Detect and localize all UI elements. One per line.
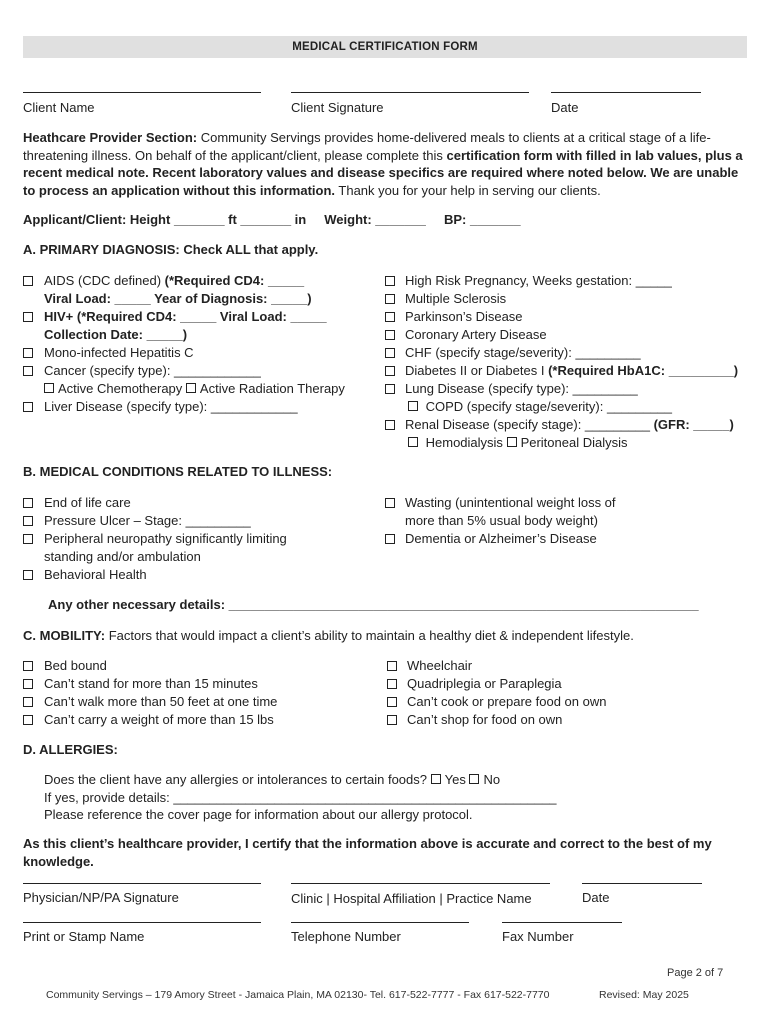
section-c-desc: Factors that would impact a client’s ability to maintain a healthy diet & independent lifestyle. [105, 628, 634, 643]
end-of-life-label: End of life care [44, 495, 131, 510]
pregnancy-label: High Risk Pregnancy, Weeks gestation: _____ [405, 273, 672, 288]
behavioral-health-label: Behavioral Health [44, 567, 147, 582]
renal-required: (GFR: _____) [653, 417, 734, 432]
cant-cook-checkbox[interactable] [387, 697, 397, 707]
ms-label: Multiple Sclerosis [405, 291, 507, 306]
lung-label: Lung Disease (specify type): _________ [405, 381, 638, 396]
client-name-line[interactable] [23, 92, 261, 93]
cancer-label: Cancer (specify type): ____________ [44, 363, 261, 378]
hiv-label: HIV+ (*Required CD4: _____ Viral Load: _____ [44, 309, 327, 324]
wheelchair-checkbox[interactable] [387, 661, 397, 671]
intro-bold: certification form with filled in lab values, plus a recent medical note. Recent laboratory values and disease specifics are required where noted below. We are unable to process an application without this information. [23, 147, 743, 198]
diabetes-text: Diabetes II or Diabetes I [405, 363, 549, 378]
peritoneal-checkbox[interactable] [507, 437, 517, 447]
chemo-label: Active Chemotherapy [58, 381, 183, 396]
renal-checkbox[interactable] [385, 420, 395, 430]
footer-address: Community Servings – 179 Amory Street - Jamaica Plain, MA 02130- Tel. 617-522-7777 - Fax 617-522-7770 [46, 989, 550, 1001]
hemodialysis-checkbox[interactable] [408, 437, 418, 447]
telephone-label: Telephone Number [291, 929, 401, 944]
allergy-no-checkbox[interactable] [469, 774, 479, 784]
section-d-title: D. ALLERGIES: [23, 742, 118, 757]
allergy-details-field[interactable]: If yes, provide details: _____________________________________________________ [44, 790, 557, 805]
clinic-line[interactable] [291, 883, 550, 884]
copd-option [408, 398, 672, 415]
wasting-label: Wasting (unintentional weight loss of [405, 495, 616, 510]
provider-date-line[interactable] [582, 883, 702, 884]
cant-walk-checkbox[interactable] [23, 697, 33, 707]
hiv-label-2: Collection Date: _____) [44, 327, 188, 342]
hepatitis-label: Mono-infected Hepatitis C [44, 345, 194, 360]
allergy-question-text: Does the client have any allergies or intolerances to certain foods? [44, 772, 427, 787]
allergy-question [44, 771, 500, 788]
radiation-checkbox[interactable] [186, 383, 196, 393]
ms-checkbox[interactable] [385, 294, 395, 304]
chemo-checkbox[interactable] [44, 383, 54, 393]
section-a-title: A. PRIMARY DIAGNOSIS: Check ALL that apply. [23, 242, 319, 257]
section-c-title: C. MOBILITY: [23, 628, 106, 643]
dementia-checkbox[interactable] [385, 534, 395, 544]
aids-label-2: Viral Load: _____ Year of Diagnosis: _____) [44, 291, 312, 306]
allergy-reference: Please reference the cover page for information about our allergy protocol. [44, 807, 473, 822]
section-b-title: B. MEDICAL CONDITIONS RELATED TO ILLNESS: [23, 464, 333, 479]
hepatitis-checkbox[interactable] [23, 348, 33, 358]
client-name-label: Client Name [23, 100, 95, 115]
provider-date-label: Date [582, 890, 610, 905]
dementia-label: Dementia or Alzheimer’s Disease [405, 531, 597, 546]
diabetes-required: (*Required HbA1C: _________) [548, 363, 739, 378]
cant-stand-checkbox[interactable] [23, 679, 33, 689]
parkinsons-label: Parkinson’s Disease [405, 309, 523, 324]
cad-checkbox[interactable] [385, 330, 395, 340]
revised-date: Revised: May 2025 [599, 989, 689, 1001]
fax-label: Fax Number [502, 929, 574, 944]
other-details-field[interactable]: Any other necessary details: _________________________________________________________________ [48, 597, 699, 612]
cancer-checkbox[interactable] [23, 366, 33, 376]
print-name-label: Print or Stamp Name [23, 929, 145, 944]
wasting-checkbox[interactable] [385, 498, 395, 508]
pregnancy-checkbox[interactable] [385, 276, 395, 286]
liver-checkbox[interactable] [23, 402, 33, 412]
dialysis-options [408, 434, 628, 451]
copd-checkbox[interactable] [408, 401, 418, 411]
clinic-label: Clinic | Hospital Affiliation | Practice Name [291, 891, 532, 906]
hemodialysis-label: Hemodialysis [425, 435, 503, 450]
aids-checkbox[interactable] [23, 276, 33, 286]
end-of-life-checkbox[interactable] [23, 498, 33, 508]
radiation-label: Active Radiation Therapy [199, 381, 345, 396]
renal-label [405, 416, 734, 433]
certify-statement: As this client’s healthcare provider, I certify that the information above is accurate and correct to the best of my knowledge. [23, 836, 712, 869]
diabetes-label [405, 362, 738, 379]
neuropathy-label: Peripheral neuropathy significantly limiting [44, 531, 287, 546]
allergy-yes-label: Yes [444, 772, 466, 787]
pressure-ulcer-checkbox[interactable] [23, 516, 33, 526]
peritoneal-label: Peritoneal Dialysis [520, 435, 628, 450]
client-signature-line[interactable] [291, 92, 529, 93]
allergy-no-label: No [483, 772, 501, 787]
wasting-label-2: more than 5% usual body weight) [405, 513, 598, 528]
intro-text-2: Thank you for your help in serving our clients. [335, 182, 601, 198]
wheelchair-label: Wheelchair [407, 658, 473, 673]
liver-label: Liver Disease (specify type): ____________ [44, 399, 298, 414]
quadriplegia-label: Quadriplegia or Paraplegia [407, 676, 562, 691]
parkinsons-checkbox[interactable] [385, 312, 395, 322]
client-signature-label: Client Signature [291, 100, 384, 115]
cad-label: Coronary Artery Disease [405, 327, 547, 342]
cant-carry-checkbox[interactable] [23, 715, 33, 725]
quadriplegia-checkbox[interactable] [387, 679, 397, 689]
neuropathy-checkbox[interactable] [23, 534, 33, 544]
bed-bound-label: Bed bound [44, 658, 107, 673]
intro-lead: Heathcare Provider Section: [23, 130, 198, 145]
bed-bound-checkbox[interactable] [23, 661, 33, 671]
cant-carry-label: Can’t carry a weight of more than 15 lbs [44, 712, 274, 727]
neuropathy-label-2: standing and/or ambulation [44, 549, 201, 564]
fax-line[interactable] [502, 922, 622, 923]
telephone-line[interactable] [291, 922, 469, 923]
physician-signature-label: Physician/NP/PA Signature [23, 890, 179, 905]
print-name-line[interactable] [23, 922, 261, 923]
copd-label: COPD (specify stage/severity): _________ [425, 399, 673, 414]
cant-shop-label: Can’t shop for food on own [407, 712, 563, 727]
chf-label: CHF (specify stage/severity): _________ [405, 345, 641, 360]
section-c-header [23, 627, 634, 644]
form-title: MEDICAL CERTIFICATION FORM [23, 36, 747, 58]
cant-stand-label: Can’t stand for more than 15 minutes [44, 676, 258, 691]
physician-signature-line[interactable] [23, 883, 261, 884]
cant-shop-checkbox[interactable] [387, 715, 397, 725]
intro-paragraph [23, 129, 748, 199]
aids-label [44, 272, 304, 289]
cancer-sub-options [44, 380, 345, 397]
behavioral-health-checkbox[interactable] [23, 570, 33, 580]
page-number: Page 2 of 7 [667, 967, 724, 979]
chf-checkbox[interactable] [385, 348, 395, 358]
allergy-yes-checkbox[interactable] [431, 774, 441, 784]
renal-text: Renal Disease (specify stage): _________ [405, 417, 654, 432]
date-label: Date [551, 100, 579, 115]
cant-walk-label: Can’t walk more than 50 feet at one time [44, 694, 278, 709]
lung-checkbox[interactable] [385, 384, 395, 394]
date-line[interactable] [551, 92, 701, 93]
aids-required: (*Required CD4: _____ [164, 273, 305, 288]
diabetes-checkbox[interactable] [385, 366, 395, 376]
hiv-checkbox[interactable] [23, 312, 33, 322]
pressure-ulcer-label: Pressure Ulcer – Stage: _________ [44, 513, 251, 528]
intro-text-1: Community Servings provides home-delivered meals to clients at a critical stage of a life-threatening illness. On behalf of the applicant/client, please complete this [23, 130, 711, 163]
cant-cook-label: Can’t cook or prepare food on own [407, 694, 607, 709]
vitals-line[interactable]: Applicant/Client: Height _______ ft _______ in Weight: _______ BP: _______ [23, 212, 521, 227]
aids-text: AIDS (CDC defined) [44, 273, 165, 288]
